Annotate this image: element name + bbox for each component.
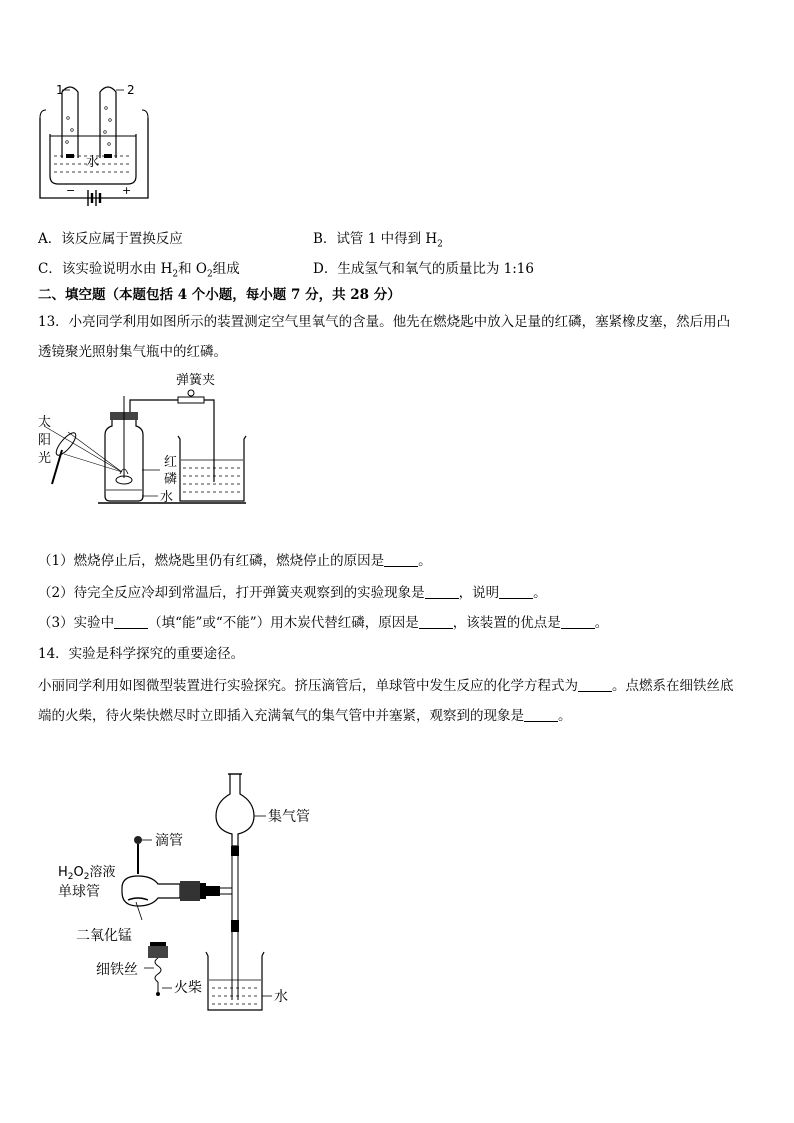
- sun-label-3: 光: [38, 451, 52, 466]
- electrolysis-figure: [36, 78, 156, 218]
- q13-sub1: （1）燃烧停止后，燃烧匙里仍有红磷，燃烧停止的原因是 。: [38, 553, 432, 569]
- plus-sign: +: [122, 184, 132, 197]
- match-label: 火柴: [174, 980, 202, 996]
- answer-blank[interactable]: [524, 707, 558, 722]
- minus-sign: −: [66, 184, 76, 197]
- micro-apparatus-figure: [56, 770, 326, 1015]
- q14-stem-line3: 端的火柴，待火柴快燃尽时立即插入充满氧气的集气管中并塞紧，观察到的现象是 。: [38, 708, 572, 724]
- tube1-label: 1: [56, 83, 64, 97]
- tube2-label: 2: [127, 83, 135, 97]
- answer-blank[interactable]: [578, 677, 612, 692]
- dropper-label: 滴管: [155, 833, 183, 849]
- answer-blank[interactable]: [384, 552, 418, 567]
- mno2-label: 二氧化锰: [76, 928, 132, 944]
- sun-label-2: 阳: [38, 433, 52, 448]
- answer-blank[interactable]: [425, 584, 459, 599]
- water-label: 水: [160, 490, 174, 505]
- option-b: B．试管 1 中得到 $H_2$: [313, 231, 443, 250]
- sun-label-1: 太: [38, 415, 52, 430]
- oxygen-content-figure: [38, 370, 258, 515]
- q13-stem-line1: 13．小亮同学利用如图所示的装置测定空气里氧气的含量。他先在燃烧匙中放入足量的红磷，塞紧橡皮塞，然后用凸: [38, 314, 731, 330]
- iron-wire-label: 细铁丝: [96, 962, 138, 978]
- collector-label: 集气管: [268, 809, 310, 825]
- clip-label: 弹簧夹: [176, 373, 216, 388]
- water-label: 水: [274, 989, 288, 1005]
- water-label: 水: [86, 155, 100, 170]
- section-heading: 二、填空题（本题包括 4 个小题，每小题 7 分，共 28 分）: [38, 287, 401, 303]
- q13-sub3: （3）实验中 （填“能”或“不能”）用木炭代替红磷，原因是 ，该装置的优点是 。: [38, 615, 609, 631]
- q13-sub2: （2）待完全反应冷却到常温后，打开弹簧夹观察到的实验现象是 ，说明 。: [38, 585, 547, 601]
- option-a: A．该反应属于置换反应: [38, 231, 183, 247]
- phosphorus-label-2: 磷: [164, 472, 178, 487]
- answer-blank[interactable]: [114, 614, 148, 629]
- q14-stem-line1: 14．实验是科学探究的重要途径。: [38, 646, 245, 662]
- option-d: D．生成氢气和氧气的质量比为 1:16: [313, 261, 534, 277]
- phosphorus-label-1: 红: [164, 455, 178, 470]
- bulb-tube-label: 单球管: [58, 884, 100, 900]
- answer-blank[interactable]: [561, 614, 595, 629]
- h2o2-label: $H_2O_2$溶液: [58, 865, 116, 882]
- answer-blank[interactable]: [419, 614, 453, 629]
- option-c: C．该实验说明水由 $H_2$和 $O_2$组成: [38, 261, 240, 280]
- answer-blank[interactable]: [499, 584, 533, 599]
- q13-stem-line2: 透镜聚光照射集气瓶中的红磷。: [38, 344, 227, 360]
- q14-stem-line2: 小丽同学利用如图微型装置进行实验探究。挤压滴管后，单球管中发生反应的化学方程式为 。点燃系在细铁丝底: [38, 678, 734, 694]
